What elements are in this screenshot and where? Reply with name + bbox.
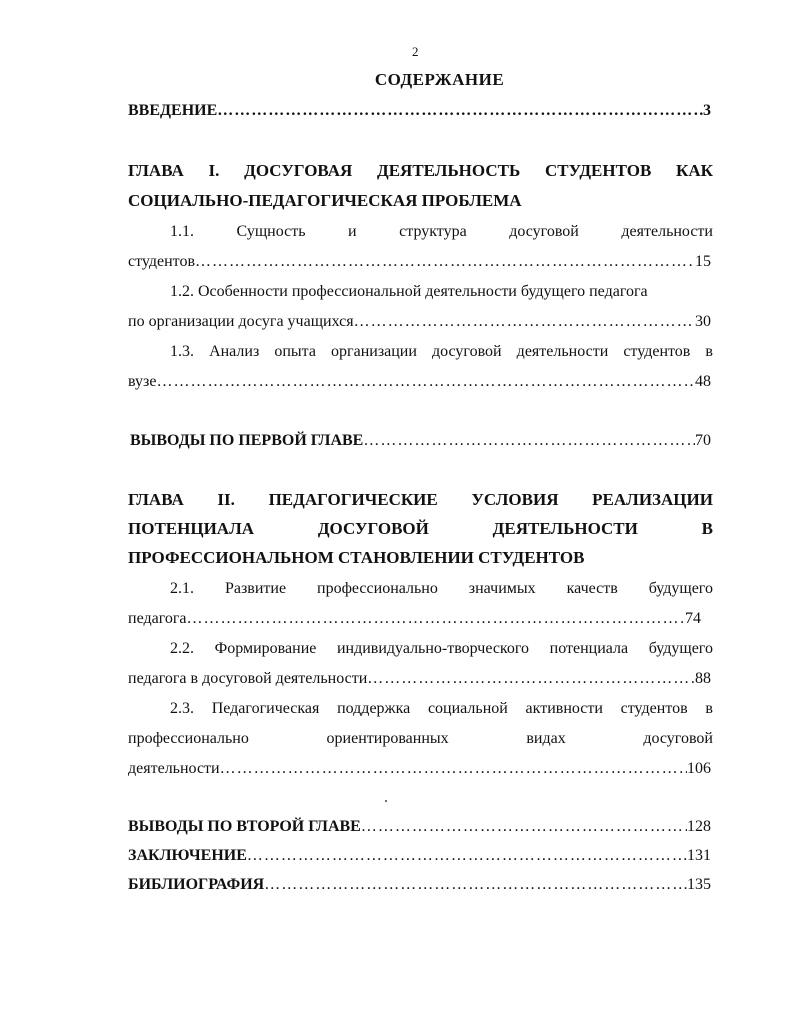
leader-dots <box>156 372 695 392</box>
leader-dots <box>354 312 695 332</box>
word: Анализ <box>209 343 260 360</box>
toc-entry-conclusions-chapter2[interactable] <box>128 817 711 837</box>
toc-entry-page: 3 <box>703 102 711 119</box>
chapter1-heading-line1[interactable] <box>128 161 713 181</box>
toc-entry-page: 15 <box>695 253 711 270</box>
leader-dots <box>361 817 687 837</box>
leader-dots <box>187 609 685 629</box>
word: Формирование <box>214 640 317 657</box>
word: студентов <box>623 343 691 360</box>
scan-speck <box>385 800 387 802</box>
chapter2-heading-line2[interactable] <box>128 519 713 539</box>
word: СТУДЕНТОВ <box>544 161 652 180</box>
word: 2.2. <box>170 640 194 657</box>
section-2-2-line1[interactable] <box>170 639 713 659</box>
toc-entry-page: 48 <box>695 373 711 390</box>
word: 1.3. <box>170 343 194 360</box>
word: досуговой <box>432 343 502 360</box>
word: РЕАЛИЗАЦИИ <box>592 490 713 509</box>
toc-entry-label: деятельности <box>128 760 220 777</box>
leader-dots <box>363 431 695 451</box>
toc-entry-page: 88 <box>695 670 711 687</box>
section-1-3-line2[interactable] <box>128 372 711 392</box>
chapter2-heading-line3[interactable]: ПРОФЕССИОНАЛЬНОМ СТАНОВЛЕНИИ СТУДЕНТОВ <box>128 548 585 567</box>
word: значимых <box>468 580 536 597</box>
toc-entry-page: 131 <box>687 847 711 864</box>
word: ДОСУГОВАЯ <box>244 161 353 180</box>
section-1-1-line2[interactable] <box>128 252 711 272</box>
toc-entry-label: ВЫВОДЫ ПО ВТОРОЙ ГЛАВЕ <box>128 818 361 835</box>
toc-entry-page: 30 <box>695 313 711 330</box>
word: структура <box>399 223 467 240</box>
word: опыта <box>274 343 316 360</box>
word: качеств <box>566 580 618 597</box>
word: ПЕДАГОГИЧЕСКИЕ <box>268 490 438 509</box>
toc-entry-label: студентов <box>128 253 196 270</box>
word: будущего <box>648 640 713 657</box>
word: индивидуально-творческого <box>336 640 530 657</box>
leader-dots <box>195 252 695 272</box>
toc-entry-conclusions-chapter1[interactable] <box>130 431 711 451</box>
toc-entry-page: 135 <box>687 876 711 893</box>
word: в <box>705 700 713 717</box>
word: досуговой <box>643 730 713 747</box>
word: потенциала <box>549 640 629 657</box>
word: ДЕЯТЕЛЬНОСТЬ <box>377 161 521 180</box>
toc-entry-label: ВЫВОДЫ ПО ПЕРВОЙ ГЛАВЕ <box>130 432 364 449</box>
word: студентов <box>620 700 688 717</box>
toc-title: СОДЕРЖАНИЕ <box>374 70 505 89</box>
word: ГЛАВА <box>128 490 184 509</box>
word: социальной <box>427 700 508 717</box>
toc-entry-label: по организации досуга учащихся <box>128 313 354 330</box>
word: деятельности <box>516 343 609 360</box>
toc-entry-page: 128 <box>687 818 711 835</box>
section-2-3-line2[interactable] <box>128 729 713 749</box>
section-1-1-line1[interactable] <box>170 222 713 242</box>
toc-entry-conclusion[interactable] <box>128 846 711 866</box>
section-2-1-line1[interactable] <box>170 579 713 599</box>
word: Сущность <box>236 223 306 240</box>
word: организации <box>331 343 417 360</box>
toc-entry-label: ВВЕДЕНИЕ <box>128 102 218 119</box>
word: профессионально <box>128 730 249 747</box>
word: КАК <box>676 161 713 180</box>
section-2-2-line2[interactable] <box>128 669 711 689</box>
word: ДЕЯТЕЛЬНОСТИ <box>492 519 638 538</box>
toc-entry-page: 70 <box>695 432 711 449</box>
toc-entry-label: БИБЛИОГРАФИЯ <box>128 876 265 893</box>
section-1-2-line1[interactable]: 1.2. Особенности профессиональной деятельности будущего педагога <box>170 283 648 300</box>
toc-entry-label: ЗАКЛЮЧЕНИЕ <box>128 847 247 864</box>
word: II. <box>217 490 235 509</box>
word: 2.1. <box>170 580 194 597</box>
word: досуговой <box>509 223 579 240</box>
word: будущего <box>648 580 713 597</box>
word: I. <box>208 161 220 180</box>
word: в <box>705 343 713 360</box>
leader-dots <box>367 669 695 689</box>
leader-dots <box>264 875 687 895</box>
word: Развитие <box>224 580 287 597</box>
section-1-2-line2[interactable] <box>128 312 711 332</box>
word: деятельности <box>621 223 713 240</box>
toc-entry-page: 74 <box>685 610 701 627</box>
word: УСЛОВИЯ <box>471 490 559 509</box>
word: ориентированных <box>326 730 449 747</box>
toc-entry-label: педагога в досуговой деятельности <box>128 670 368 687</box>
section-2-3-line3[interactable] <box>128 759 711 779</box>
toc-entry-bibliography[interactable] <box>128 875 711 895</box>
leader-dots <box>217 101 703 121</box>
word: Педагогическая <box>211 700 320 717</box>
word: 2.3. <box>170 700 194 717</box>
word: профессионально <box>317 580 438 597</box>
word: видах <box>526 730 566 747</box>
word: ГЛАВА <box>128 161 184 180</box>
word: поддержка <box>337 700 411 717</box>
section-2-3-line1[interactable] <box>170 699 713 719</box>
word: 1.1. <box>170 223 194 240</box>
toc-entry-page: 106 <box>687 760 711 777</box>
toc-entry-intro[interactable] <box>128 101 711 121</box>
word: активности <box>525 700 603 717</box>
chapter2-heading-line1[interactable] <box>128 490 713 510</box>
word: ПОТЕНЦИАЛА <box>128 519 255 538</box>
word: В <box>701 519 713 538</box>
word: ДОСУГОВОЙ <box>317 519 429 538</box>
chapter1-heading-line2[interactable]: СОЦИАЛЬНО-ПЕДАГОГИЧЕСКАЯ ПРОБЛЕМА <box>128 191 522 210</box>
leader-dots <box>247 846 687 866</box>
section-2-1-line2[interactable] <box>128 609 701 629</box>
leader-dots <box>220 759 687 779</box>
toc-entry-label: вузе <box>128 373 157 390</box>
section-1-3-line1[interactable] <box>170 342 713 362</box>
toc-entry-label: педагога <box>128 610 187 627</box>
page-number: 2 <box>412 44 419 59</box>
word: и <box>348 223 357 240</box>
